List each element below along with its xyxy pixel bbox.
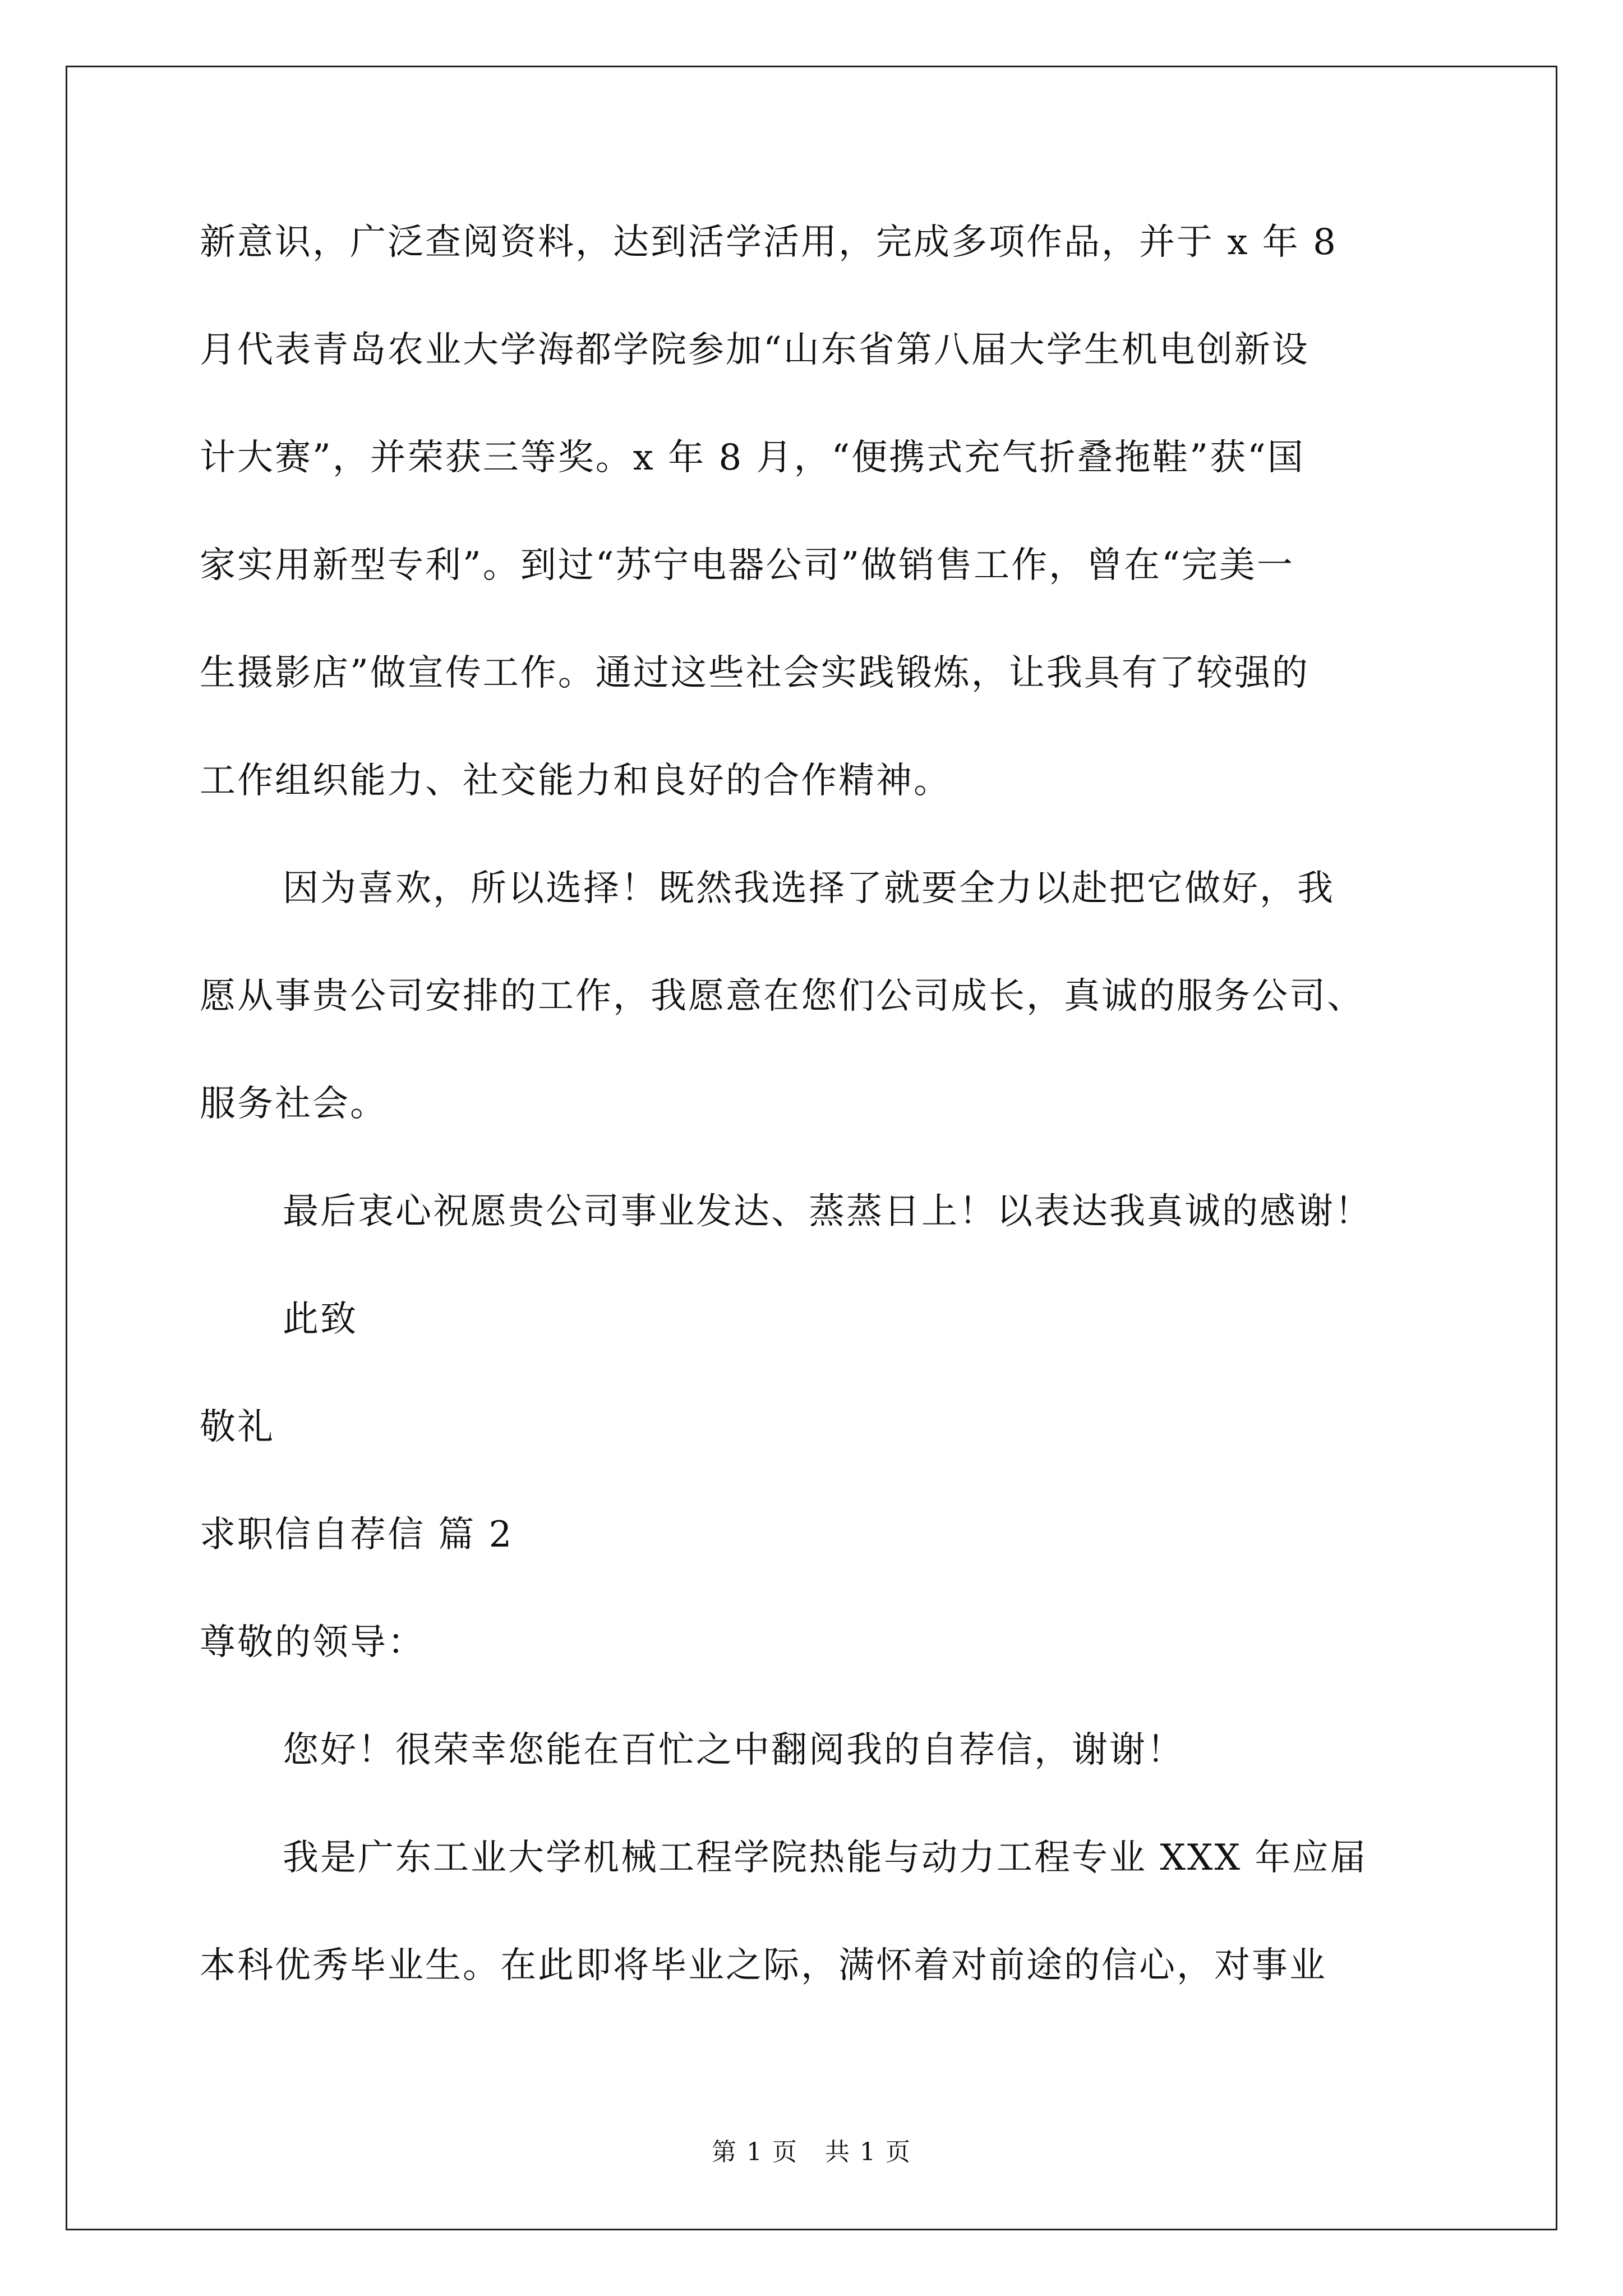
closing-salutation: 此致 [283, 1299, 358, 1340]
paragraph-start-line: 我是广东工业大学机械工程学院热能与动力工程专业 XXX 年应届 [283, 1837, 1368, 1879]
greeting-line: 尊敬的领导： [200, 1622, 425, 1663]
text-line: 工作组织能力、社交能力和良好的合作精神。 [200, 760, 951, 802]
closing-regards: 敬礼 [200, 1406, 275, 1448]
text-line: 愿从事贵公司安排的工作，我愿意在您们公司成长，真诚的服务公司、 [200, 976, 1364, 1017]
text-line: 计大赛”，并荣获三等奖。x 年 8 月，“便携式充气折叠拖鞋”获“国 [200, 437, 1305, 478]
page-number-label: 第 1 页 共 1 页 [712, 2138, 911, 2166]
text-line: 本科优秀毕业生。在此即将毕业之际，满怀着对前途的信心，对事业 [200, 1945, 1327, 1986]
page-footer [0, 2132, 1623, 2168]
text-line: 生摄影店”做宣传工作。通过这些社会实践锻炼，让我具有了较强的 [200, 652, 1310, 694]
section-heading: 求职信自荐信 篇 2 [200, 1514, 514, 1556]
text-line: 月代表青岛农业大学海都学院参加“山东省第八届大学生机电创新设 [200, 329, 1310, 371]
document-body [200, 188, 1456, 2019]
text-line: 新意识，广泛查阅资料，达到活学活用，完成多项作品，并于 x 年 8 [200, 222, 1338, 263]
paragraph-start-line: 您好！很荣幸您能在百忙之中翻阅我的自荐信，谢谢！ [283, 1729, 1184, 1771]
paragraph-start-line: 最后衷心祝愿贵公司事业发达、蒸蒸日上！以表达我真诚的感谢！ [283, 1191, 1372, 1232]
paragraph-start-line: 因为喜欢，所以选择！既然我选择了就要全力以赴把它做好，我 [283, 868, 1335, 909]
text-line: 家实用新型专利”。到过“苏宁电器公司”做销售工作，曾在“完美一 [200, 545, 1294, 586]
text-line: 服务社会。 [200, 1083, 388, 1125]
